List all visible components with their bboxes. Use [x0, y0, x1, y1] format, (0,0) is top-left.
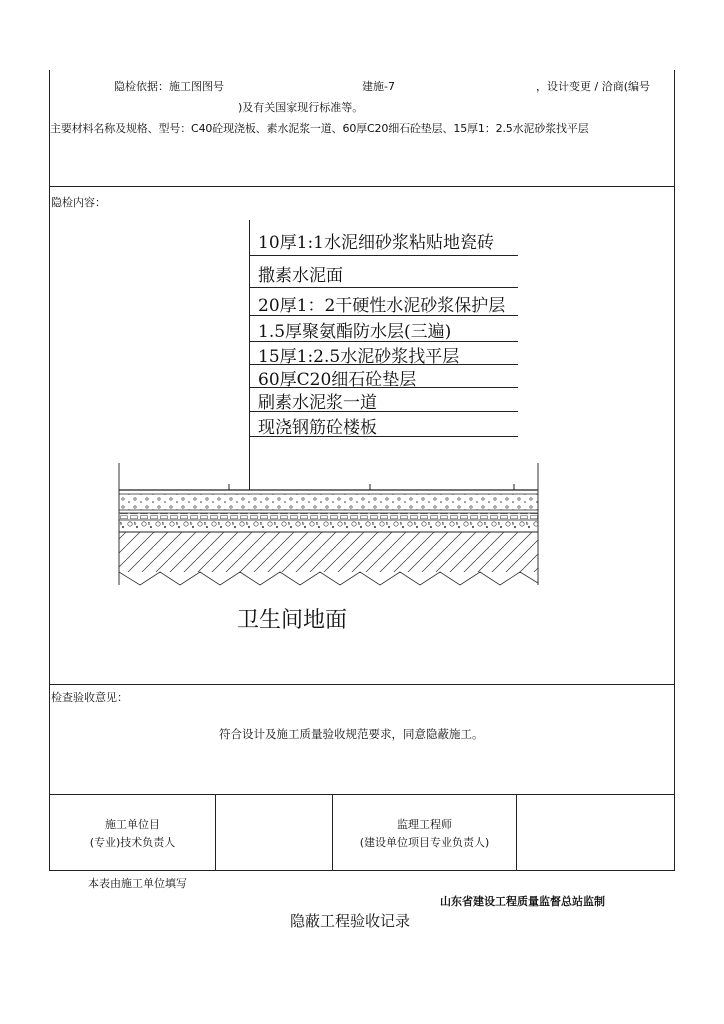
layer-underline-7	[250, 411, 518, 412]
design-change-label: ，设计变更 / 洽商(编号	[536, 80, 650, 93]
table-bottom-border	[49, 870, 674, 871]
row-divider-content	[49, 684, 674, 685]
form-title: 隐蔽工程验收记录	[290, 912, 411, 930]
sign-col-divider-2	[332, 794, 333, 870]
supervisor-title-line2: (建设单位项目专业负责人)	[359, 836, 490, 849]
layer-underline-1	[250, 255, 518, 256]
drawing-number: 建施-7	[362, 80, 395, 93]
opinion-label: 检查验收意见：	[51, 691, 128, 704]
layer-label-7: 刷素水泥浆一道	[258, 393, 377, 413]
row-divider-opinion	[49, 794, 674, 795]
opinion-text: 符合设计及施工质量验收规范要求，同意隐蔽施工。	[219, 727, 484, 741]
layer-underline-8	[250, 436, 518, 437]
contractor-title-line2: (专业)技术负责人	[89, 836, 176, 849]
sign-col-divider-1	[215, 794, 216, 870]
layer-underline-3	[250, 315, 518, 316]
basis-label: 隐检依据：施工图图号	[114, 80, 224, 93]
layer-label-3: 20厚1：2干硬性水泥砂浆保护层	[258, 296, 506, 316]
inspection-label: 隐检内容：	[51, 196, 106, 209]
layer-label-6: 60厚C20细石砼垫层	[258, 370, 417, 390]
row-divider-basis	[49, 186, 674, 187]
sign-col-divider-3	[516, 794, 517, 870]
layer-label-5: 15厚1:2.5水泥砂浆找平层	[258, 347, 460, 367]
layer-label-1: 10厚1:1水泥细砂浆粘贴地瓷砖	[258, 233, 494, 253]
layer-label-2: 撒素水泥面	[258, 266, 343, 286]
layer-label-4: 1.5厚聚氨酯防水层(三遍)	[258, 322, 452, 342]
table-right-border	[674, 70, 675, 871]
supervisor-title-line1: 监理工程师	[397, 818, 452, 831]
issuer-text: 山东省建设工程质量监督总站监制	[440, 895, 605, 908]
drawing-title: 卫生间地面	[237, 608, 348, 633]
standards-text: )及有关国家现行标准等。	[238, 101, 364, 114]
table-left-border	[49, 70, 50, 871]
layer-callout-leader	[249, 220, 250, 490]
materials-text: 主要材料名称及规格、型号：C40砼现浇板、素水泥浆一道、60厚C20细石砼垫层、15厚1：2.5水泥砂浆找平层	[50, 122, 589, 135]
layer-underline-2	[250, 287, 518, 288]
layer-label-8: 现浇钢筋砼楼板	[258, 418, 377, 438]
contractor-title-line1: 施工单位目	[105, 818, 160, 831]
footer-note: 本表由施工单位填写	[88, 877, 187, 890]
